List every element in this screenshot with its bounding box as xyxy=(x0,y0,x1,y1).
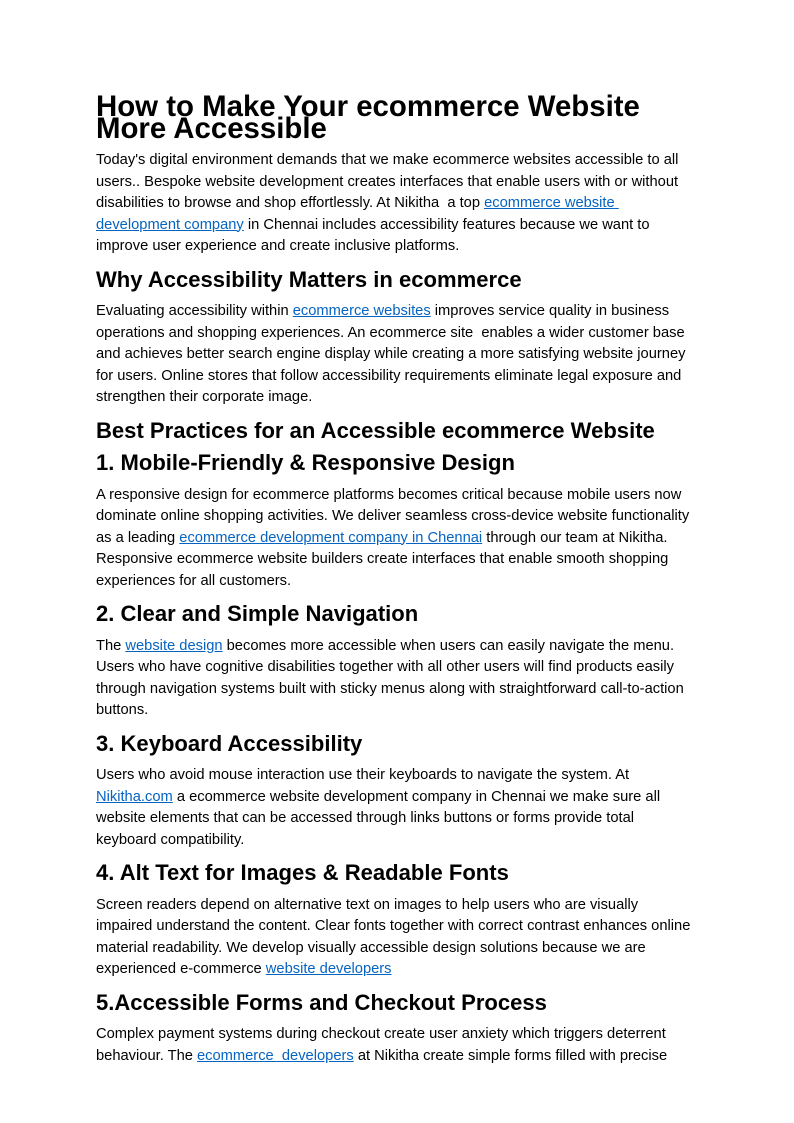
text-run: improves service quality in business operations and shopping experiences. An ecommerce site enables a wider customer base and achieves better search engine display while creating a more satisfying website journey for users. Online stores that follow accessibility requirements eliminate legal exposure and strengthen their corporate image. xyxy=(96,303,690,405)
text-run: at Nikitha create simple forms filled with precise xyxy=(353,1047,668,1064)
heading-accessible-forms-checkout: 5.Accessible Forms and Checkout Process xyxy=(96,989,547,1015)
paragraph-why-accessibility xyxy=(96,301,698,409)
text-run: a ecommerce website development company in Chennai we make sure all website elements that can be accessed through links buttons or forms provide total keyboard compatibility. xyxy=(96,788,665,848)
article-title: How to Make Your ecommerce Website More Accessible xyxy=(96,90,649,145)
text-run: in Chennai includes accessibility features because we want to improve user experience and create inclusive platforms. xyxy=(96,216,654,254)
link-ecommerce-development-company-chennai[interactable]: ecommerce development company in Chennai xyxy=(179,529,483,546)
heading-best-practices: Best Practices for an Accessible ecommerce Website xyxy=(96,417,655,443)
paragraph-keyboard-accessibility xyxy=(96,765,698,851)
heading-keyboard-accessibility: 3. Keyboard Accessibility xyxy=(96,730,363,756)
text-run: Complex payment systems during checkout create user anxiety which triggers deterrent behaviour. The xyxy=(96,1026,670,1064)
paragraph-mobile-friendly xyxy=(96,485,698,593)
link-website-design[interactable]: website design xyxy=(125,637,223,654)
text-run: Screen readers depend on alternative text on images to help users who are visually impaired understand the content. Clear fonts together with correct contrast enhances online material readability. We develop visually accessible design solutions because we are experienced e-commerce xyxy=(96,896,695,977)
paragraph-accessible-forms-checkout xyxy=(96,1024,698,1067)
heading-alt-text-fonts: 4. Alt Text for Images & Readable Fonts xyxy=(96,860,509,885)
text-run: Users who avoid mouse interaction use their keyboards to navigate the system. At xyxy=(96,767,634,783)
link-ecommerce-websites[interactable]: ecommerce websites xyxy=(292,303,431,319)
heading-why-accessibility-matters: Why Accessibility Matters in ecommerce xyxy=(96,266,522,292)
link-website-developers[interactable]: website developers xyxy=(265,961,392,977)
text-run: becomes more accessible when users can easily navigate the menu. Users who have cognitive disabilities together with all other users will find products easily through navigation systems built with sticky menus along with straightforward call-to-action buttons. xyxy=(96,637,688,718)
text-run: Today's digital environment demands that we make ecommerce websites accessible to all users.. Bespoke website development creates interfaces that enable users with or without disabilities to browse and shop effortlessly. At Nikitha a top xyxy=(96,152,683,211)
text-run: The xyxy=(96,637,126,654)
paragraph-clear-navigation xyxy=(96,636,698,722)
paragraph-intro xyxy=(96,150,698,258)
link-ecommerce-website-development-company[interactable]: ecommerce website development company xyxy=(96,195,619,233)
paragraph-alt-text-fonts xyxy=(96,895,698,981)
text-run: through our team at Nikitha. Responsive ecommerce website builders create interfaces that enable smooth shopping experiences for all customers. xyxy=(96,529,673,589)
link-nikitha-com[interactable]: Nikitha.com xyxy=(96,788,173,805)
heading-clear-navigation: 2. Clear and Simple Navigation xyxy=(96,601,419,626)
text-run: A responsive design for ecommerce platforms becomes critical because mobile users now dominate online shopping activities. We deliver seamless cross-device website functionality as a leading xyxy=(96,486,694,546)
text-run: Evaluating accessibility within xyxy=(96,303,293,319)
link-ecommerce-developers[interactable]: ecommerce developers xyxy=(196,1047,354,1064)
heading-mobile-friendly: 1. Mobile-Friendly & Responsive Design xyxy=(96,450,515,475)
